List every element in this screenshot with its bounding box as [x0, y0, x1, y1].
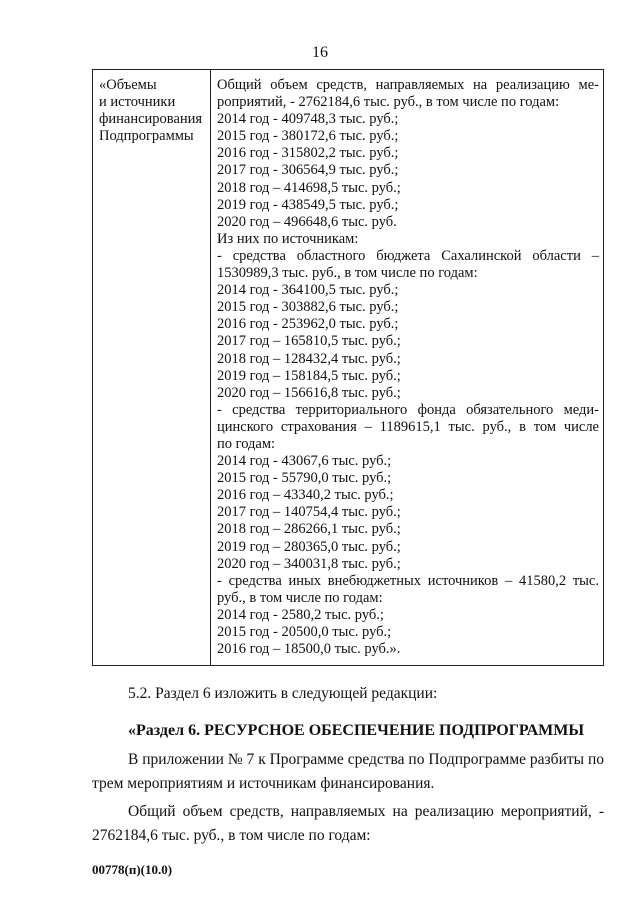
paragraph-line: В приложении № 7 к Программе средства по Подпрограмме разбиты по — [128, 751, 604, 768]
left-cell-line: и источники — [99, 94, 176, 110]
right-cell-line: 2020 год – 496648,6 тыс. руб. — [217, 213, 397, 230]
right-cell-line: 2019 год – 280365,0 тыс. руб.; — [217, 538, 401, 555]
right-cell-line: 2017 год – 165810,5 тыс. руб.; — [217, 333, 401, 350]
paragraph-line: трем мероприятиям и источникам финансирования. — [92, 775, 435, 792]
right-cell-line: 2014 год - 364100,5 тыс. руб.; — [217, 282, 399, 299]
right-cell-line: роприятий, - 2762184,6 тыс. руб., в том числе по годам: — [217, 94, 560, 111]
left-cell-line: Подпрограммы — [99, 128, 194, 144]
column-divider — [210, 70, 211, 665]
left-cell-line: «Объемы — [99, 77, 157, 93]
right-cell-line: 2015 год - 20500,0 тыс. руб.; — [217, 624, 392, 640]
right-cell-line: 2017 год - 306564,9 тыс. руб.; — [217, 162, 399, 179]
paragraph-line: Общий объем средств, направляемых на реализацию мероприятий, - — [128, 803, 604, 820]
right-cell-line: 2015 год - 55790,0 тыс. руб.; — [217, 470, 392, 487]
funding-table — [92, 69, 604, 666]
right-cell-line: 2016 год - 315802,2 тыс. руб.; — [217, 145, 399, 162]
right-cell-line: 2018 год – 286266,1 тыс. руб.; — [217, 521, 401, 538]
table-left-cell — [99, 77, 207, 145]
right-cell-line: Из них по источникам: — [217, 230, 359, 247]
paragraph-5-2: 5.2. Раздел 6 изложить в следующей редакции: — [128, 685, 438, 702]
right-cell-line: 2014 год - 43067,6 тыс. руб.; — [217, 453, 392, 470]
page-number: 16 — [312, 44, 328, 61]
right-cell-line: 2020 год – 156616,8 тыс. руб.; — [217, 384, 401, 401]
right-cell-line: 1530989,3 тыс. руб., в том числе по годам: — [217, 265, 478, 282]
right-cell-line: 2019 год - 438549,5 тыс. руб.; — [217, 196, 399, 213]
right-cell-line: 2016 год - 253962,0 тыс. руб.; — [217, 316, 399, 333]
document-code: 00778(п)(10.0) — [92, 862, 173, 877]
table-right-cell — [217, 77, 599, 658]
right-cell-line: 2018 год – 414698,5 тыс. руб.; — [217, 179, 401, 196]
right-cell-line: - средства областного бюджета Сахалинской области – — [217, 247, 599, 264]
right-cell-line: 2016 год – 43340,2 тыс. руб.; — [217, 487, 394, 504]
section-heading: «Раздел 6. РЕСУРСНОЕ ОБЕСПЕЧЕНИЕ ПОДПРОГРАММЫ — [128, 722, 585, 739]
right-cell-line: - средства территориального фонда обязательного меди- — [217, 401, 599, 418]
right-cell-line: 2015 год - 380172,6 тыс. руб.; — [217, 128, 399, 145]
right-cell-line: 2018 год – 128432,4 тыс. руб.; — [217, 350, 401, 367]
paragraph-line: 2762184,6 тыс. руб., в том числе по годам: — [92, 827, 371, 844]
right-cell-line: 2014 год - 2580,2 тыс. руб.; — [217, 606, 384, 623]
right-cell-line: 2020 год – 340031,8 тыс. руб.; — [217, 555, 401, 572]
right-cell-line: 2016 год – 18500,0 тыс. руб.». — [217, 641, 401, 658]
right-cell-line: по годам: — [217, 435, 276, 452]
right-cell-line: 2014 год - 409748,3 тыс. руб.; — [217, 111, 399, 128]
right-cell-line: Общий объем средств, направляемых на реализацию ме- — [217, 77, 599, 93]
left-cell-line: финансирования — [99, 111, 203, 127]
right-cell-line: цинского страхования – 1189615,1 тыс. руб., в том числе — [217, 418, 599, 435]
right-cell-line: 2017 год – 140754,4 тыс. руб.; — [217, 504, 401, 521]
right-cell-line: 2019 год – 158184,5 тыс. руб.; — [217, 367, 401, 384]
right-cell-line: 2015 год - 303882,6 тыс. руб.; — [217, 299, 399, 316]
right-cell-line: - средства иных внебюджетных источников – 41580,2 тыс. — [217, 572, 599, 589]
right-cell-line: руб., в том числе по годам: — [217, 589, 383, 606]
